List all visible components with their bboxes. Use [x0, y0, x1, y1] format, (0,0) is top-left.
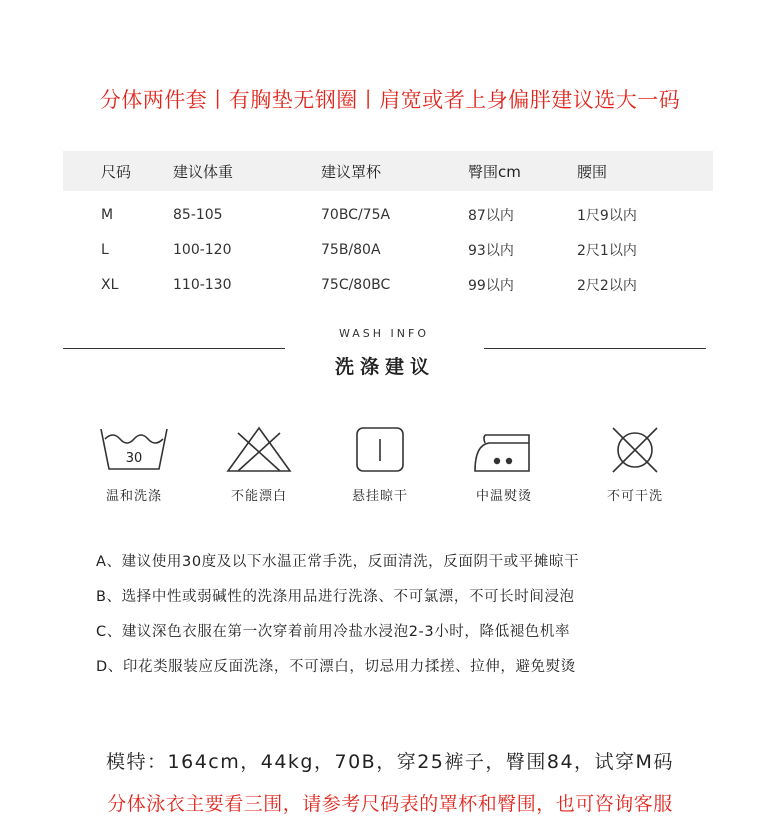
wash-tip: B、选择中性或弱碱性的洗涤用品进行洗涤、不可氯漂，不可长时间浸泡 [96, 589, 575, 605]
care-item-hand-wash [84, 425, 184, 504]
table-row [63, 197, 713, 232]
care-label: 温和洗涤 [105, 489, 162, 504]
wash-title: 洗涤建议 [334, 356, 435, 378]
cell-size: L [101, 241, 109, 258]
hand-wash-30-icon [99, 425, 169, 473]
model-info: 模特：164cm，44kg，70B，穿25裤子，臀围84，试穿M码 [106, 751, 674, 773]
header-cup: 建议罩杯 [321, 162, 382, 181]
cell-size: M [101, 206, 114, 223]
cell-waist: 2尺2以内 [577, 277, 637, 294]
care-label: 悬挂晾干 [351, 489, 408, 504]
cell-size: XL [101, 276, 119, 293]
care-label: 中温熨烫 [475, 489, 532, 504]
do-not-dry-clean-icon [600, 425, 670, 473]
divider-right [484, 348, 706, 349]
care-item-no-dry-clean [585, 425, 685, 504]
wash-tip: D、印花类服装应反面洗涤，不可漂白，切忌用力揉搓、拉伸，避免熨烫 [96, 659, 576, 675]
care-label: 不能漂白 [230, 489, 287, 504]
divider-left [63, 348, 285, 349]
cell-cup: 70BC/75A [321, 206, 391, 223]
table-row [63, 232, 713, 267]
header-waist: 腰围 [577, 162, 608, 181]
wash-temp: 30 [125, 451, 143, 466]
size-table-header [63, 151, 713, 191]
cell-hip: 99以内 [468, 277, 514, 294]
cell-cup: 75B/80A [321, 241, 381, 258]
wash-subtitle: WASH INFO [338, 327, 429, 340]
cell-hip: 87以内 [468, 207, 514, 224]
cell-waist: 1尺9以内 [577, 207, 637, 224]
cell-weight: 110-130 [173, 276, 232, 293]
cell-weight: 85-105 [173, 206, 223, 223]
cell-waist: 2尺1以内 [577, 242, 637, 259]
care-label: 不可干洗 [606, 489, 663, 504]
table-row [63, 267, 713, 302]
header-hip: 臀围cm [468, 162, 521, 181]
cell-weight: 100-120 [173, 241, 232, 258]
care-icons [0, 425, 780, 515]
care-item-no-bleach [209, 425, 309, 504]
do-not-bleach-icon [224, 425, 294, 473]
care-item-iron [454, 425, 554, 504]
hang-dry-icon [345, 425, 415, 473]
care-item-hang-dry [330, 425, 430, 504]
cell-cup: 75C/80BC [321, 276, 391, 293]
header-size: 尺码 [101, 162, 132, 181]
medium-iron-icon [469, 425, 539, 473]
wash-tips [96, 550, 736, 690]
header-weight: 建议体重 [173, 162, 234, 181]
footer-note: 分体泳衣主要看三围，请参考尺码表的罩杯和臀围，也可咨询客服 [107, 793, 673, 815]
cell-hip: 93以内 [468, 242, 514, 259]
wash-tip: C、建议深色衣服在第一次穿着前用冷盐水浸泡2-3小时，降低褪色机率 [96, 624, 571, 640]
headline: 分体两件套丨有胸垫无钢圈丨肩宽或者上身偏胖建议选大一码 [99, 88, 681, 112]
wash-tip: A、建议使用30度及以下水温正常手洗，反面清洗，反面阴干或平摊晾干 [96, 554, 580, 570]
size-table [63, 151, 713, 302]
